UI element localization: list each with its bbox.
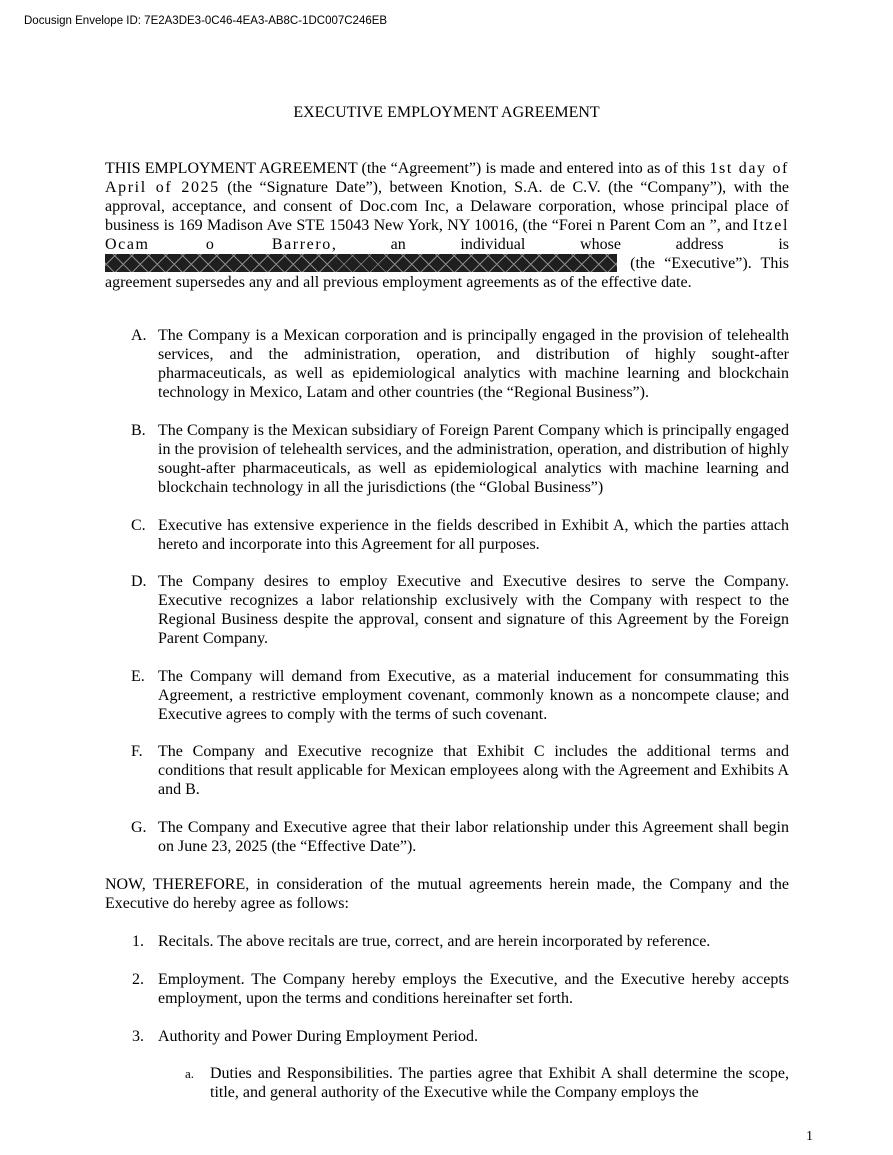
intro-text-3: , and	[716, 217, 753, 234]
recital-marker: A.	[131, 327, 147, 344]
subsection-item	[105, 1064, 789, 1102]
recitals-list	[105, 667, 789, 724]
recital-marker: E.	[131, 668, 145, 685]
sections-list	[105, 970, 789, 1008]
recital-marker: F.	[131, 743, 143, 760]
recital-item	[105, 326, 789, 402]
page-number: 1	[806, 1129, 813, 1144]
recital-marker: D.	[131, 573, 147, 590]
intro-text-4: , an individual whose address is	[331, 236, 790, 253]
section-item	[105, 970, 789, 1008]
section-item	[105, 932, 789, 951]
recital-text: The Company is a Mexican corporation and is principally engaged in the provision of telehealth services, and the administration, operation, and distribution of highly sought-after pharmaceuticals, as well as epidemiological analytics with machine learning and blockchain technology in Mexico, Latam and other countries (the “Regional Business”).	[158, 327, 789, 401]
recital-text: The Company desires to employ Executive and Executive desires to serve the Company. Executive recognizes a labor relationship exclusively with the Company with respect to the Regional Business despite the approval, consent and signature of this Agreement by the Foreign Parent Company.	[158, 573, 789, 647]
recital-item	[105, 818, 789, 856]
section-marker: 2.	[132, 971, 144, 988]
recital-item	[105, 421, 789, 497]
subsection-text: Duties and Responsibilities. The parties agree that Exhibit A shall determine the scope, title, and general authority of the Executive while the Company employs the	[210, 1065, 789, 1101]
section-item	[105, 1027, 789, 1046]
section-text: Employment. The Company hereby employs the Executive, and the Executive hereby accepts employment, upon the terms and conditions hereinafter set forth.	[158, 971, 789, 1007]
section-marker: 1.	[132, 933, 144, 950]
executive-name-field: Itzel Ocam o Barrero	[105, 217, 789, 253]
recital-item	[105, 667, 789, 724]
document-title: EXECUTIVE EMPLOYMENT AGREEMENT	[293, 104, 600, 121]
sections-list	[105, 932, 789, 951]
recitals-list	[105, 742, 789, 799]
recitals-list	[105, 421, 789, 497]
recital-marker: G.	[131, 819, 147, 836]
recital-marker: B.	[131, 422, 146, 439]
recital-text: The Company and Executive recognize that Exhibit C includes the additional terms and conditions that result applicable for Mexican employees along with the Agreement and Exhibits A and B.	[158, 743, 789, 798]
intro-text-1: THIS EMPLOYMENT AGREEMENT (the “Agreement”) is made and entered into as of this	[105, 160, 710, 177]
recital-text: Executive has extensive experience in the fields described in Exhibit A, which the parties attach hereto and incorporate into this Agreement for all purposes.	[158, 517, 789, 553]
section-marker: 3.	[132, 1028, 144, 1045]
signature-date-field: 1st day of April of 2025	[105, 160, 789, 196]
subsections-list	[105, 1064, 789, 1102]
recital-text: The Company and Executive agree that their labor relationship under this Agreement shall begin on June 23, 2025 (the “Effective Date”).	[158, 819, 789, 855]
section-text: Authority and Power During Employment Period.	[158, 1028, 478, 1045]
intro-text-2: (the “Signature Date”), between Knotion, S.A. de C.V. (the “Company”), with the approval, acceptance, and consent of Doc.com Inc, a Delaware corporation, whose principal place of business is 169 Madison Ave STE 15043 New York, NY 10016, (the “Forei n Parent Com an ”	[105, 179, 790, 234]
recitals-list	[105, 818, 789, 856]
recitals-list	[105, 572, 789, 648]
intro-text-5: (the “Executive”). This agreement supersedes any and all previous employment agreements as of the effective date.	[105, 255, 789, 291]
recital-item	[105, 572, 789, 648]
envelope-id: Docusign Envelope ID: 7E2A3DE3-0C46-4EA3-AB8C-1DC007C246EB	[24, 15, 388, 27]
recitals-list	[105, 516, 789, 554]
recital-text: The Company is the Mexican subsidiary of Foreign Parent Company which is principally engaged in the provision of telehealth services, and the administration, operation, and distribution of highly sought-after pharmaceuticals, as well as epidemiological analytics with machine learning and blockchain technology in all the jurisdictions (the “Global Business”)	[158, 422, 789, 496]
recital-text: The Company will demand from Executive, as a material inducement for consummating this Agreement, a restrictive employment covenant, commonly known as a noncompete clause; and Executive agrees to comply with the terms of such covenant.	[158, 668, 789, 723]
sections-list	[105, 1027, 789, 1046]
section-text: Recitals. The above recitals are true, correct, and are herein incorporated by reference.	[158, 933, 711, 950]
now-therefore-paragraph: NOW, THEREFORE, in consideration of the mutual agreements herein made, the Company and the Executive do hereby agree as follows:	[105, 876, 789, 912]
recital-item	[105, 742, 789, 799]
redacted-address	[105, 254, 617, 272]
recitals-list	[105, 326, 789, 402]
subsection-marker: a.	[185, 1066, 195, 1081]
recital-item	[105, 516, 789, 554]
intro-paragraph	[105, 159, 789, 292]
recital-marker: C.	[131, 517, 146, 534]
